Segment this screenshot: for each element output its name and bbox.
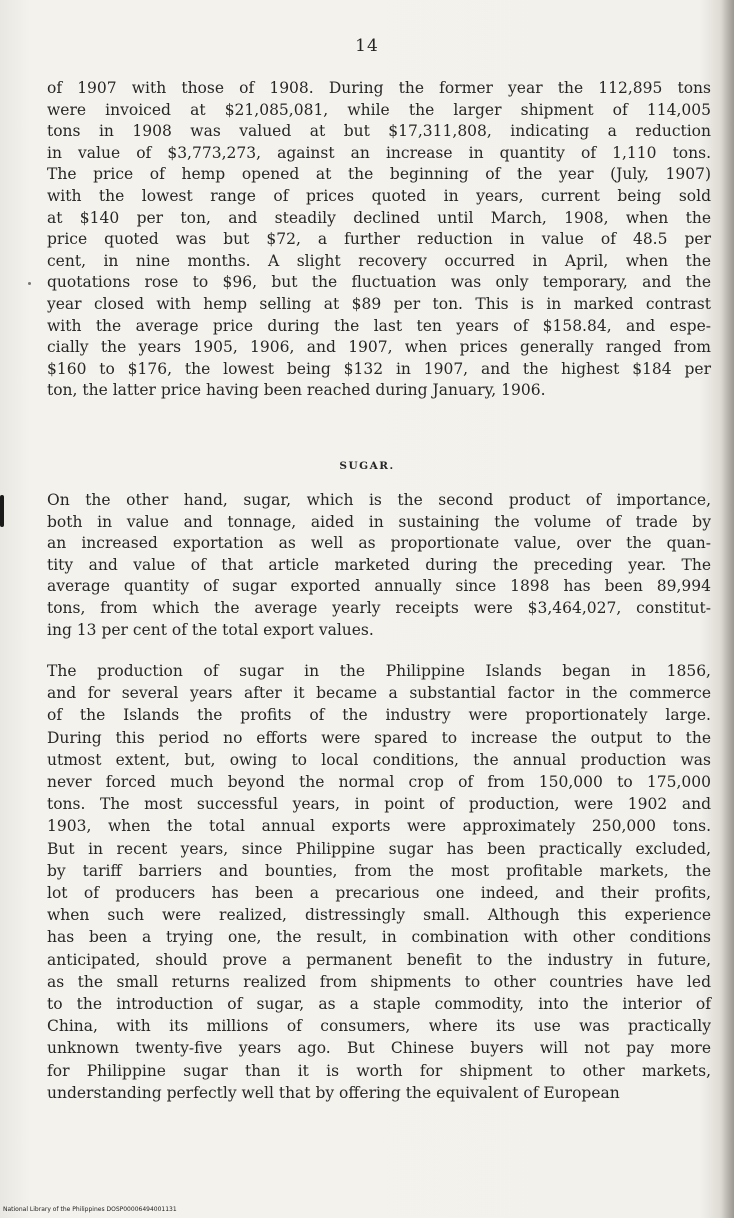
binding-mark [0, 495, 4, 527]
text-line: of the Islands the profits of the industry were proportionately large. [47, 706, 711, 725]
scan-speck [28, 282, 31, 285]
paragraph-sugar-exports [47, 490, 711, 641]
text-line: On the other hand, sugar, which is the second product of importance, [47, 491, 711, 509]
paragraph-sugar-production [47, 660, 711, 1104]
text-line: quotations rose to $96, but the fluctuation was only temporary, and the [47, 273, 711, 292]
text-line: of 1907 with those of 1908. During the former year the 112,895 tons [47, 79, 711, 97]
text-line: by tariff barriers and bounties, from the most profitable markets, the [47, 861, 711, 880]
text-line: tons, from which the average yearly receipts were $3,464,027, constitut- [47, 598, 711, 617]
text-line: But in recent years, since Philippine sugar has been practically excluded, [47, 839, 711, 858]
page-number: 14 [355, 36, 379, 56]
text-line: unknown twenty-five years ago. But Chinese buyers will not pay more [47, 1039, 711, 1058]
text-line: 1903, when the total annual exports were approximately 250,000 tons. [47, 817, 711, 836]
text-line: for Philippine sugar than it is worth for shipment to other markets, [47, 1061, 711, 1080]
text-line: The production of sugar in the Philippine Islands began in 1856, [47, 662, 711, 680]
text-line: cially the years 1905, 1906, and 1907, when prices generally ranged from [47, 338, 711, 357]
paragraph-hemp-prices [47, 78, 711, 402]
text-line: $160 to $176, the lowest being $132 in 1907, and the highest $184 per [47, 359, 711, 378]
text-line: cent, in nine months. A slight recovery occurred in April, when the [47, 251, 711, 270]
text-line: understanding perfectly well that by offering the equivalent of European [47, 1083, 620, 1102]
text-line: an increased exportation as well as proportionate value, over the quan- [47, 534, 711, 553]
section-heading-sugar: SUGAR. [339, 460, 395, 472]
text-line: price quoted was but $72, a further reduction in value of 48.5 per [47, 230, 711, 249]
text-line: never forced much beyond the normal crop of from 150,000 to 175,000 [47, 773, 711, 792]
text-line: and for several years after it became a substantial factor in the commerce [47, 684, 711, 703]
text-line: in value of $3,773,273, against an increase in quantity of 1,110 tons. [47, 143, 711, 162]
text-line: lot of producers has been a precarious one indeed, and their profits, [47, 884, 711, 903]
text-line: at $140 per ton, and steadily declined until March, 1908, when the [47, 208, 711, 227]
text-line: tons in 1908 was valued at but $17,311,808, indicating a reduction [47, 122, 711, 141]
text-line: anticipated, should prove a permanent benefit to the industry in future, [47, 950, 711, 969]
text-line: ing 13 per cent of the total export values. [47, 620, 374, 639]
text-line: as the small returns realized from shipments to other countries have led [47, 972, 711, 991]
text-line: ton, the latter price having been reached during January, 1906. [47, 381, 546, 400]
page-edge-shadow [720, 0, 734, 1218]
text-line: with the lowest range of prices quoted in years, current being sold [47, 186, 711, 205]
text-line: with the average price during the last ten years of $158.84, and espe- [47, 316, 711, 335]
library-footer: National Library of the Philippines DOSP00006494001131 [3, 1206, 177, 1213]
text-line: China, with its millions of consumers, where its use was practically [47, 1017, 711, 1036]
text-line: has been a trying one, the result, in combination with other conditions [47, 928, 711, 947]
text-line: when such were realized, distressingly small. Although this experience [47, 906, 711, 925]
text-line: tons. The most successful years, in point of production, were 1902 and [47, 795, 711, 814]
text-line: utmost extent, but, owing to local conditions, the annual production was [47, 750, 711, 769]
text-line: to the introduction of sugar, as a staple commodity, into the interior of [47, 995, 711, 1014]
text-line: year closed with hemp selling at $89 per ton. This is in marked contrast [47, 294, 711, 313]
text-line: During this period no efforts were spared to increase the output to the [47, 728, 711, 747]
text-line: tity and value of that article marketed during the preceding year. The [47, 555, 711, 574]
text-line: both in value and tonnage, aided in sustaining the volume of trade by [47, 512, 711, 531]
text-line: were invoiced at $21,085,081, while the larger shipment of 114,005 [47, 100, 711, 119]
text-line: The price of hemp opened at the beginning of the year (July, 1907) [47, 165, 711, 184]
text-line: average quantity of sugar exported annually since 1898 has been 89,994 [47, 577, 711, 596]
